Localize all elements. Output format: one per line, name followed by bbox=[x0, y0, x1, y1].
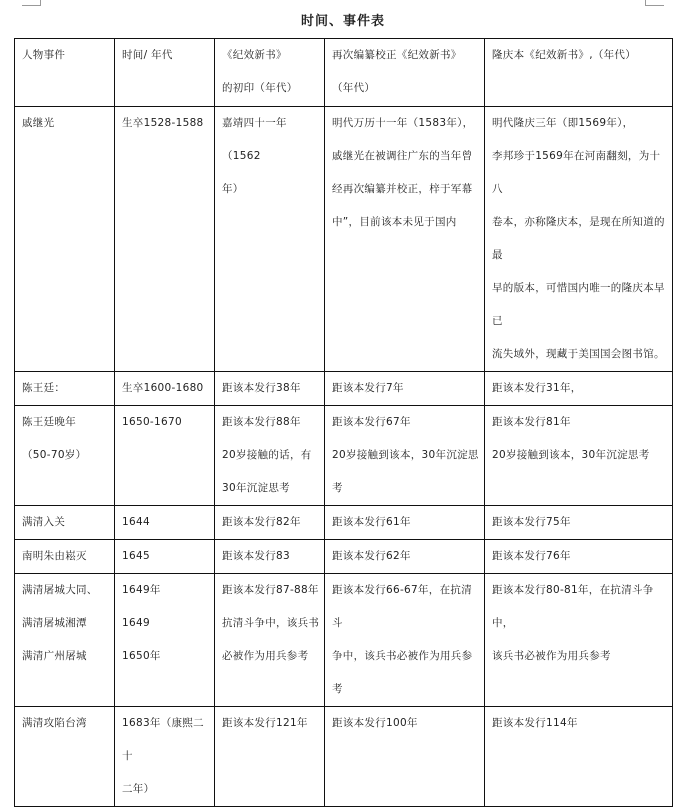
cell-first-print: 距该本发行83 bbox=[215, 540, 325, 574]
cell-re-edit: 明代万历十一年（1583年）， 戚继光在被调往广东的当年曾 经再次编纂并校正，梓于军幕 中”，目前该本未见于国内 bbox=[325, 107, 485, 372]
cell-re-edit: 再次编纂校正《纪效新书》 （年代） bbox=[325, 39, 485, 107]
cell-longqing: 距该本发行81年 20岁接触到该本，30年沉淀思考 bbox=[485, 406, 673, 506]
cell-time: 生卒1600-1680 bbox=[115, 372, 215, 406]
cell-first-print: 《纪效新书》 的初印（年代） bbox=[215, 39, 325, 107]
cell-first-print: 距该本发行87-88年 抗清斗争中，该兵书 必被作为用兵参考 bbox=[215, 574, 325, 707]
cell-re-edit: 距该本发行67年 20岁接触到该本，30年沉淀思 考 bbox=[325, 406, 485, 506]
header-row bbox=[15, 39, 673, 107]
table-row bbox=[15, 372, 673, 406]
cell-re-edit: 距该本发行62年 bbox=[325, 540, 485, 574]
cell-time: 1650-1670 bbox=[115, 406, 215, 506]
cell-time: 1644 bbox=[115, 506, 215, 540]
cell-event: 人物事件 bbox=[15, 39, 115, 107]
cell-time: 1683年（康熙二十 二年） bbox=[115, 707, 215, 807]
cell-time: 1649年 1649 1650年 bbox=[115, 574, 215, 707]
crop-mark-right bbox=[645, 0, 664, 6]
timeline-table bbox=[14, 38, 673, 807]
cell-first-print: 距该本发行88年 20岁接触的话，有 30年沉淀思考 bbox=[215, 406, 325, 506]
table-row bbox=[15, 107, 673, 372]
cell-first-print: 距该本发行38年 bbox=[215, 372, 325, 406]
cell-re-edit: 距该本发行66-67年，在抗清斗 争中，该兵书必被作为用兵参考 bbox=[325, 574, 485, 707]
cell-time: 1645 bbox=[115, 540, 215, 574]
cell-longqing: 距该本发行76年 bbox=[485, 540, 673, 574]
cell-event: 满清入关 bbox=[15, 506, 115, 540]
document-title: 时间、事件表 bbox=[300, 14, 385, 29]
crop-mark-left bbox=[22, 0, 41, 6]
cell-longqing: 距该本发行114年 bbox=[485, 707, 673, 807]
table-row bbox=[15, 707, 673, 807]
cell-first-print: 距该本发行121年 bbox=[215, 707, 325, 807]
cell-event: 陈王廷晚年 （50-70岁） bbox=[15, 406, 115, 506]
table-row bbox=[15, 540, 673, 574]
cell-time: 生卒1528-1588 bbox=[115, 107, 215, 372]
cell-first-print: 嘉靖四十一年（1562 年） bbox=[215, 107, 325, 372]
cell-event: 满清屠城大同、 满清屠城湘潭 满清广州屠城 bbox=[15, 574, 115, 707]
cell-re-edit: 距该本发行61年 bbox=[325, 506, 485, 540]
cell-time: 时间/ 年代 bbox=[115, 39, 215, 107]
cell-first-print: 距该本发行82年 bbox=[215, 506, 325, 540]
table-row bbox=[15, 574, 673, 707]
cell-longqing: 距该本发行80-81年，在抗清斗争中， 该兵书必被作为用兵参考 bbox=[485, 574, 673, 707]
table-row bbox=[15, 406, 673, 506]
cell-longqing: 隆庆本《纪效新书》,（年代） bbox=[485, 39, 673, 107]
table-row bbox=[15, 506, 673, 540]
cell-event: 满清攻陷台湾 bbox=[15, 707, 115, 807]
cell-event: 戚继光 bbox=[15, 107, 115, 372]
cell-re-edit: 距该本发行100年 bbox=[325, 707, 485, 807]
cell-re-edit: 距该本发行7年 bbox=[325, 372, 485, 406]
cell-longqing: 距该本发行31年， bbox=[485, 372, 673, 406]
cell-event: 南明朱由崧灭 bbox=[15, 540, 115, 574]
cell-longqing: 距该本发行75年 bbox=[485, 506, 673, 540]
cell-longqing: 明代隆庆三年（即1569年）， 李邦珍于1569年在河南翻刻，为十八 卷本，亦称隆庆本，是现在所知道的最 早的版本，可惜国内唯一的隆庆本早已 流失域外，现藏于美国国会图书馆。 bbox=[485, 107, 673, 372]
cell-event: 陈王廷： bbox=[15, 372, 115, 406]
